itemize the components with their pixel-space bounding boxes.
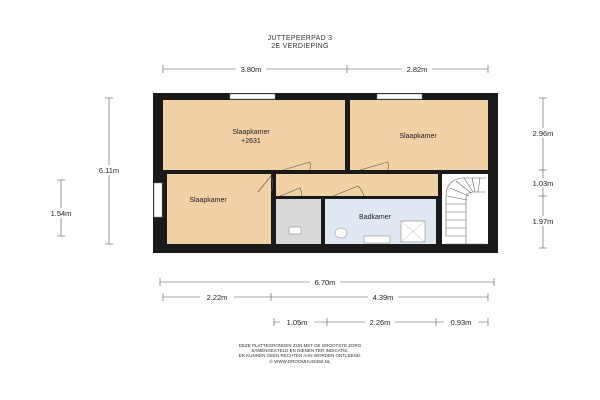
- dim-bottom-total: 6.70m: [314, 278, 336, 287]
- room-label-bedroom-3: Slaapkamer: [189, 197, 227, 204]
- sink-fixture: [335, 228, 347, 238]
- dim-bottom-left: 2.22m: [206, 293, 228, 302]
- dim-right-upper: 2.96m: [532, 129, 554, 138]
- room-toilet: [276, 199, 321, 244]
- room-label-bedroom-1: Slaapkamer: [232, 129, 270, 136]
- dim-right-lower: 1.97m: [532, 217, 554, 226]
- dim-right-middle: 1.03m: [532, 179, 554, 188]
- room-label-bedroom-2: Slaapkamer: [399, 133, 437, 140]
- address-title: JUTTEPEERPAD 3: [267, 35, 333, 42]
- floor-title: 2E VERDIEPING: [271, 43, 329, 50]
- dim-top-left: 3.80m: [240, 65, 262, 74]
- room-label-bathroom: Badkamer: [359, 214, 391, 221]
- disclaimer-line: ER KUNNEN GEEN RECHTEN AAN WORDEN ONTLEEND.: [238, 353, 362, 359]
- room-bedroom-3: [167, 174, 271, 244]
- dim-bottom-right: 4.39m: [372, 293, 394, 302]
- dim-top-right: 2.82m: [406, 65, 428, 74]
- disclaimer-line: SAMENGESTELD EN DIENEN TER INDICATIE.: [251, 348, 349, 354]
- toilet-fixture: [289, 227, 301, 234]
- dim-left-total: 6.11m: [98, 166, 120, 175]
- disclaimer-line: DEZE PLATTEGRONDEN ZIJN MET DE GROOTSTE ZORG: [238, 343, 362, 348]
- dim-sub-2: 2.26m: [369, 318, 391, 327]
- dim-left-lower: 1.54m: [50, 209, 72, 218]
- room-code-bedroom-1: +2631: [241, 138, 261, 145]
- disclaimer: [150, 343, 450, 364]
- vanity-fixture: [364, 236, 390, 243]
- landing: [276, 174, 438, 196]
- dim-sub-1: 1.05m: [286, 318, 308, 327]
- disclaimer-line: © WWW.DROOMHUIS360.NL: [269, 358, 331, 364]
- dim-sub-3: 0.93m: [450, 318, 472, 327]
